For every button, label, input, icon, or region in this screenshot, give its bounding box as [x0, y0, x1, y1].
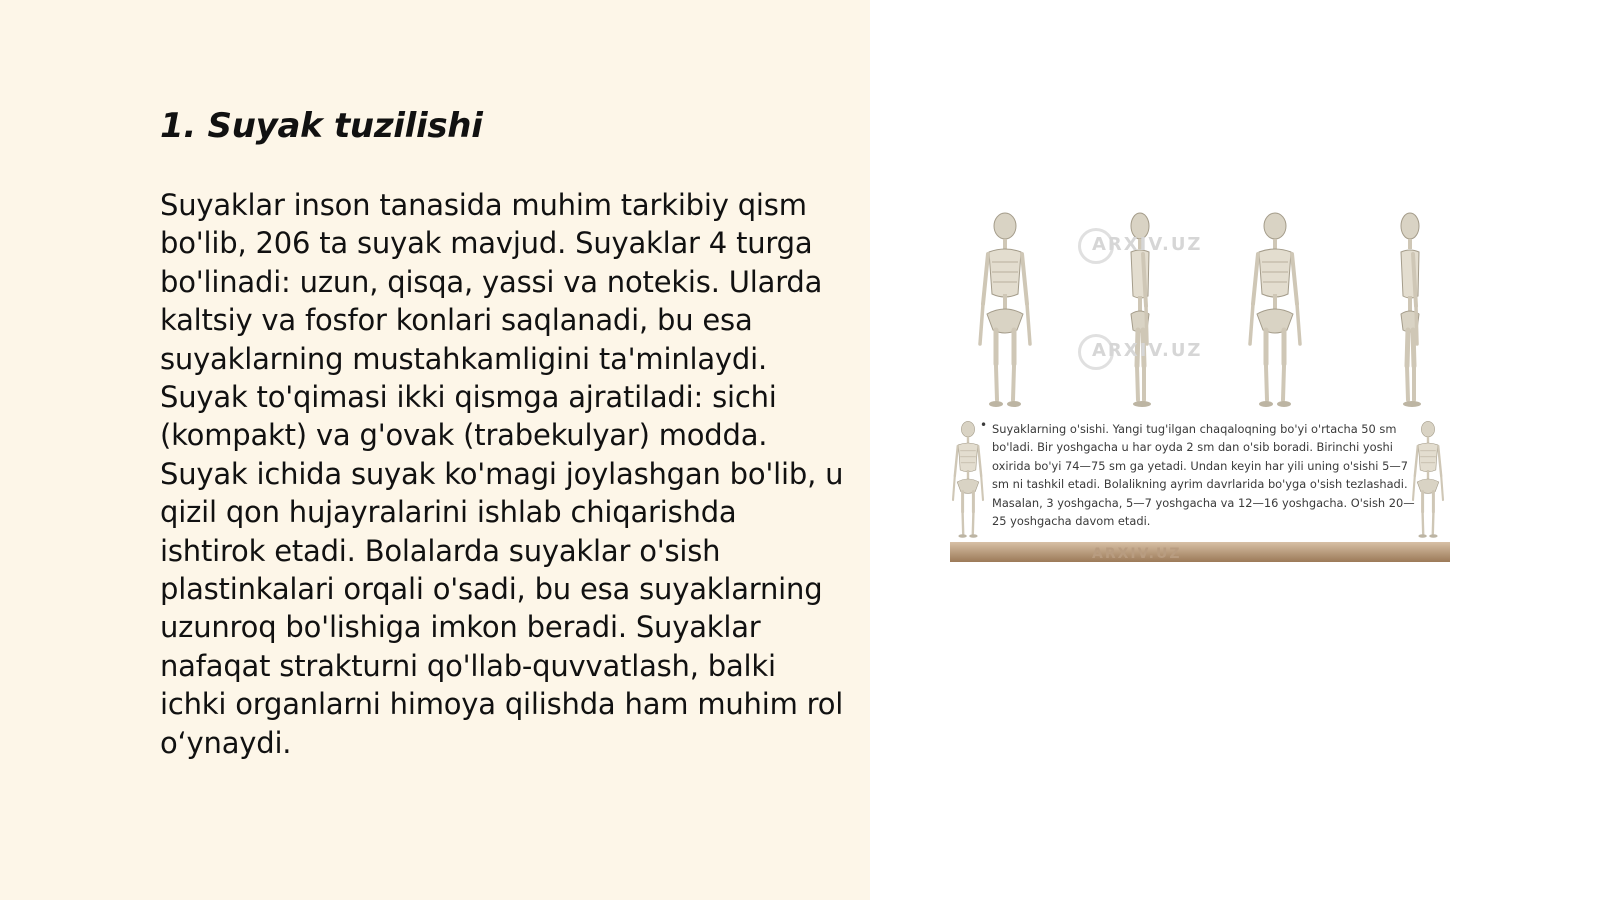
figure-ground-strip: [950, 542, 1450, 562]
watermark-text: ARXIV.UZ: [1092, 546, 1182, 562]
skeleton-profile-icon: [1401, 213, 1421, 407]
figure-caption: Suyaklarning o'sishi. Yangi tug'ilgan chaqaloqning bo'yi o'rtacha 50 sm bo'ladi. Bir yoshgacha u har oyda 2 sm dan o'sib boradi. Birinchi yoshi oxirida bo'yi 74—75 sm ga yetadi. Undan keyin har yili uning o'sishi 5—7 sm ni tashkil etadi. Bolalikning ayrim davrlarida bo'yga o'sish tezlashadi. Masalan, 3 yoshgacha, 5—7 yoshgacha va 12—16 yoshgacha. O'sish 20—25 yoshgacha davom etadi.: [992, 422, 1415, 529]
slide-body-text: Suyaklar inson tanasida muhim tarkibiy qism bo'lib, 206 ta suyak mavjud. Suyaklar 4 turga bo'linadi: uzun, qisqa, yassi va notekis. Ularda kaltsiy va fosfor konlari saqlanadi, bu esa suyaklarning mustahkamligini ta'minlaydi. Suyak to'qimasi ikki qismga ajratiladi: sichi (kompakt) va g'ovak (trabekulyar) modda. Suyak ichida suyak ko'magi joylashgan bo'lib, u qizil qon hujayralarini ishlab chiqarishda ishtirok etadi. Bolalarda suyaklar o'sish plastinkalari orqali o'sadi, bu esa suyaklarning uzunroq bo'lishiga imkon beradi. Suyaklar nafaqat strakturni qo'llab-quvvatlash, balki ichki organlarni himoya qilishda ham muhim rol o‘ynaydi.: [160, 188, 844, 760]
skeleton-figure: [950, 206, 1450, 576]
small-skeleton-left-icon: [953, 421, 983, 537]
watermark-text: ARXIV.UZ: [1092, 234, 1203, 255]
caption-bullet-icon: •: [980, 418, 988, 432]
slide-title: 1. Suyak tuzilishi: [160, 106, 483, 146]
skeleton-back-icon: [1250, 213, 1300, 407]
skeleton-front-icon: [980, 213, 1030, 407]
watermark-text: ARXIV.UZ: [1092, 340, 1203, 361]
